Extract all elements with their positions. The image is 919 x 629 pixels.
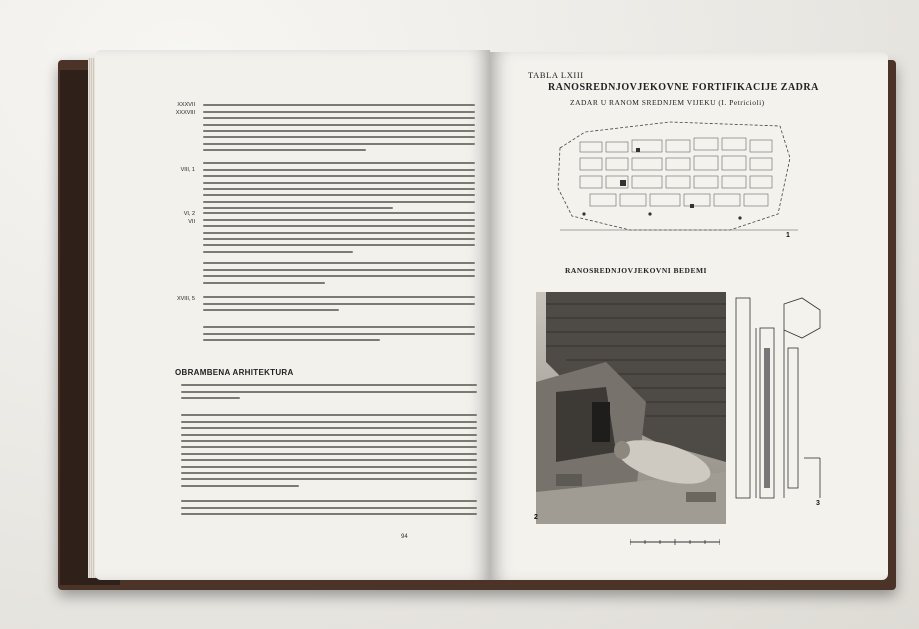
paragraph-text-block [203,258,475,288]
section-heading: OBRAMBENA ARHITEKTURA [175,368,294,377]
paragraph-text-block [203,158,475,214]
photo-fortification-wall [536,292,726,524]
margin-ref: VIII, 1 [180,167,195,173]
margin-ref: XXXVII [177,102,195,108]
scale-bar [630,538,720,546]
margin-ref: XVIII, 5 [176,296,195,302]
paragraph-text-block [181,380,477,404]
paragraph-text-block [203,322,475,346]
city-plan-map [550,118,800,236]
paragraph-text-block [181,496,477,520]
paragraph-text-block [203,100,475,156]
plate-number: TABLA LXIII [528,70,584,80]
section-label: RANOSREDNJOVJEKOVNI BEDEMI [565,266,707,275]
plate-subtitle: ZADAR U RANOM SREDNJEM VIJEKU (I. Petricioli) [570,98,765,107]
wall-plan-drawing [730,288,830,508]
plate-title: RANOSREDNJOVJEKOVNE FORTIFIKACIJE ZADRA [548,82,819,93]
page-number: 94 [401,534,408,540]
margin-ref: VII [188,219,195,225]
paragraph-text-block [181,410,477,491]
figure-label: 2 [534,514,538,521]
left-page [95,50,490,580]
right-page [490,52,888,580]
margin-ref: XXXVIII [175,110,195,116]
paragraph-text-block [203,292,475,316]
figure-label: 3 [816,500,820,507]
margin-ref: VI, 2 [183,211,195,217]
figure-label: 1 [786,232,790,239]
paragraph-text-block [203,208,475,257]
